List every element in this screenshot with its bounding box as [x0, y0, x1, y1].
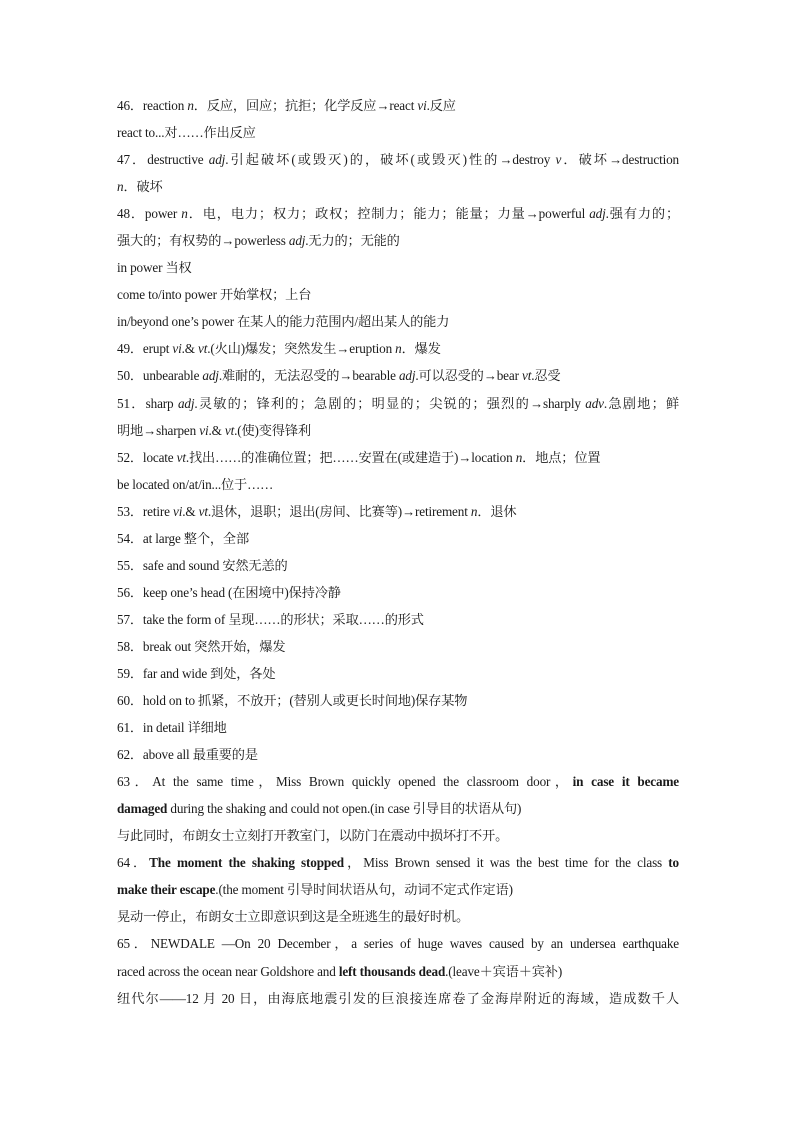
text-line: 62．above all 最重要的是: [117, 747, 258, 763]
text-line: 48．power n．电，电力；权力；政权；控制力；能力；能量；力量→powerful adj.强有力的；: [117, 206, 679, 222]
text-line: in/beyond one’s power 在某人的能力范围内/超出某人的能力: [117, 314, 450, 330]
text-line: 强大的；有权势的→powerless adj.无力的；无能的: [117, 233, 400, 249]
text-line: react to...对……作出反应: [117, 125, 256, 141]
text-line: 54．at large 整个，全部: [117, 530, 249, 546]
text-line: make their escape.(the moment 引导时间状语从句，动词不定式作定语): [117, 882, 513, 898]
text-line: 60．hold on to 抓紧，不放开；(替别人或更长时间地)保存某物: [117, 693, 468, 709]
text-line: 53．retire vi.& vt.退休，退职；退出(房间、比赛等)→retirement n．退休: [117, 503, 517, 519]
text-line: 61．in detail 详细地: [117, 720, 227, 736]
text-line: come to/into power 开始掌权；上台: [117, 287, 312, 303]
vocabulary-list: [117, 92, 679, 1012]
text-line: 63．At the same time，Miss Brown quickly opened the classroom door，in case it became: [117, 774, 679, 790]
text-line: in power 当权: [117, 260, 192, 276]
text-line: 50．unbearable adj.难耐的，无法忍受的→bearable adj.可以忍受的→bear vt.忍受: [117, 368, 561, 384]
text-line: 55．safe and sound 安然无恙的: [117, 557, 288, 573]
text-line: raced across the ocean near Goldshore and left thousands dead.(leave＋宾语＋宾补): [117, 963, 563, 979]
text-line: 47．destructive adj.引起破坏(或毁灭)的，破坏(或毁灭)性的→destroy v．破坏→destruction: [117, 152, 679, 168]
text-line: 57．take the form of 呈现……的形状；采取……的形式: [117, 611, 424, 627]
text-line: damaged during the shaking and could not open.(in case 引导目的状语从句): [117, 801, 522, 817]
text-line: 与此同时，布朗女士立刻打开教室门，以防门在震动中损坏打不开。: [117, 828, 509, 844]
text-line: 56．keep one’s head (在困境中)保持冷静: [117, 584, 341, 600]
text-line: n．破坏: [117, 179, 163, 195]
text-line: 晃动一停止，布朗女士立即意识到这是全班逃生的最好时机。: [117, 909, 470, 925]
text-line: 46．reaction n．反应，回应；抗拒；化学反应→react vi.反应: [117, 98, 456, 113]
text-line: 51．sharp adj.灵敏的；锋利的；急剧的；明显的；尖锐的；强烈的→sharply adv.急剧地；鲜: [117, 395, 679, 411]
text-line: 52．locate vt.找出……的准确位置；把……安置在(或建造于)→location n．地点；位置: [117, 449, 601, 465]
text-line: be located on/at/in...位于……: [117, 476, 274, 492]
text-line: 58．break out 突然开始，爆发: [117, 638, 286, 654]
text-line: 65．NEWDALE —On 20 December，a series of huge waves caused by an undersea earthquake: [117, 936, 679, 952]
text-line: 纽代尔——12 月 20 日，由海底地震引发的巨浪接连席卷了金海岸附近的海域，造成数千人: [117, 990, 679, 1006]
text-line: 59．far and wide 到处，各处: [117, 665, 276, 681]
text-line: 明地→sharpen vi.& vt.(使)变得锋利: [117, 422, 311, 438]
text-line: 49．erupt vi.& vt.(火山)爆发；突然发生→eruption n．爆发: [117, 341, 441, 357]
text-line: 64．The moment the shaking stopped，Miss Brown sensed it was the best time for the class to: [117, 855, 679, 871]
